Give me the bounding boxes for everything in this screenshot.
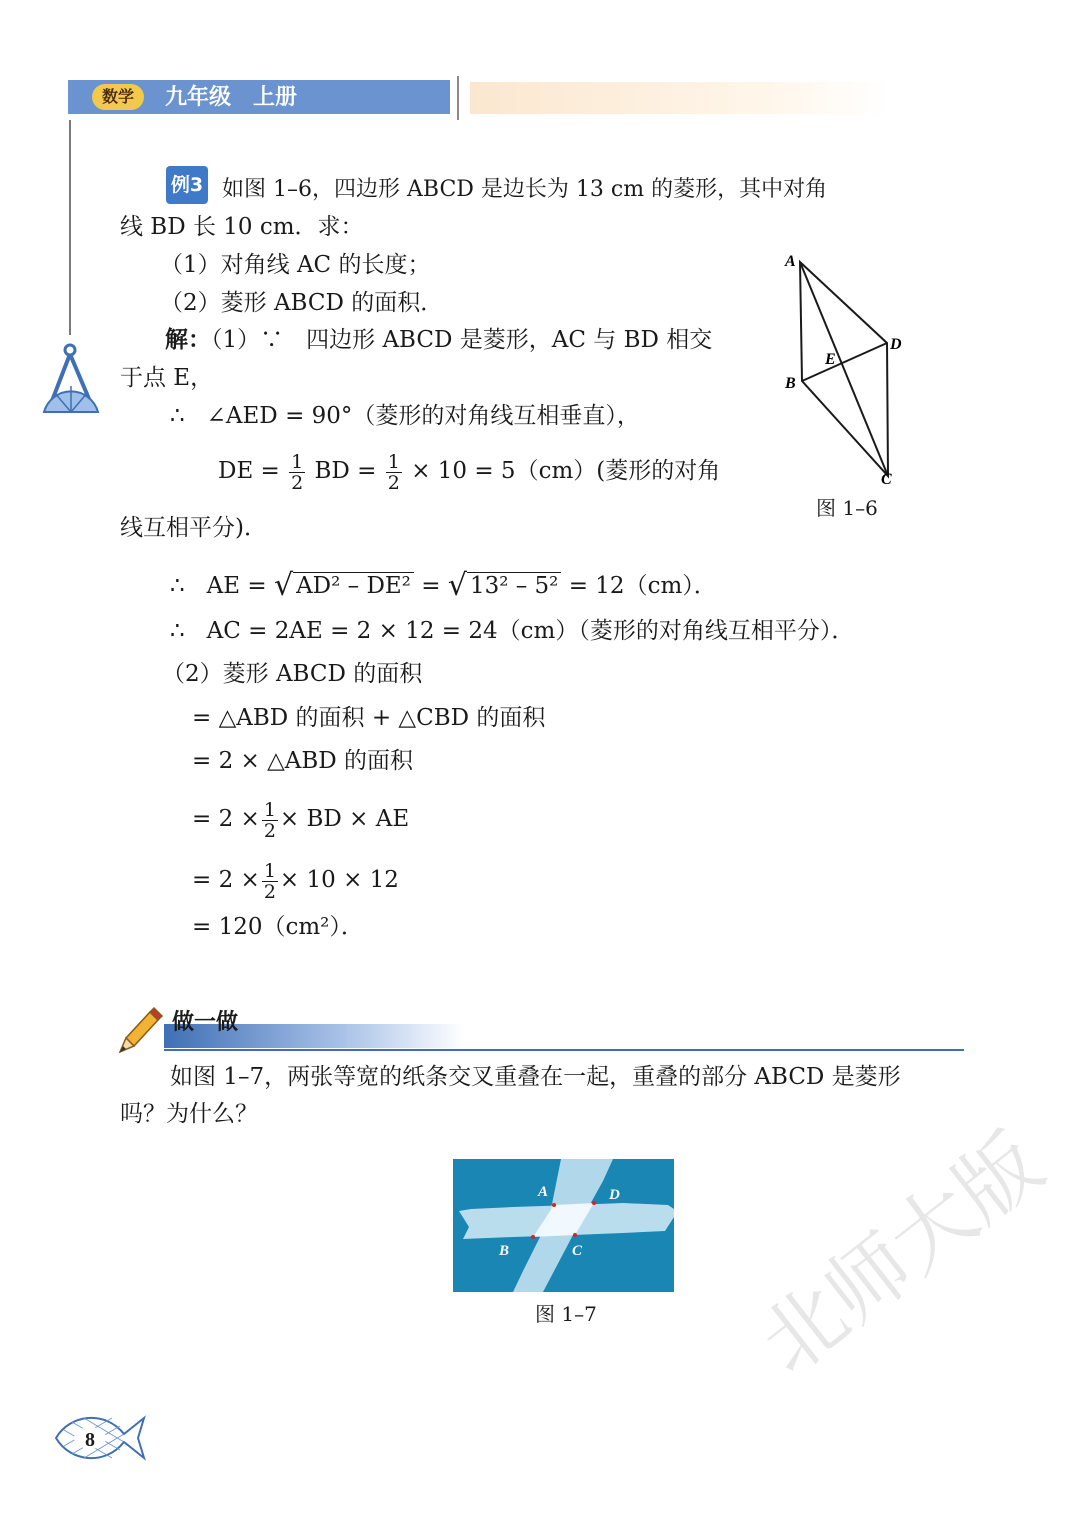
- radical-2: 13² – 5²: [467, 572, 561, 599]
- example-statement-2: 线 BD 长 10 cm．求：: [120, 214, 364, 240]
- step-angle-text: ∠AED = 90°（菱形的对角线互相垂直），: [206, 403, 640, 429]
- fraction-half: $\frac{1}{2}$: [291, 450, 304, 494]
- activity-line-1: 如图 1–7，两张等宽的纸条交叉重叠在一起，重叠的部分 ABCD 是菱形: [170, 1064, 901, 1090]
- step-ae: ∴ AE = √ AD² – DE² = √ 13² – 5² = 12（cm）．: [170, 568, 717, 603]
- diagonal-ac: [800, 262, 888, 476]
- solution-line-2: 于点 E，: [120, 365, 214, 391]
- example-tag-label: 例3: [170, 174, 204, 196]
- radical-1: AD² – DE²: [293, 572, 414, 599]
- fraction-half: $\frac{1}{2}$: [263, 798, 276, 842]
- activity-line-2: 吗？为什么？: [120, 1101, 258, 1127]
- step-de-continued: 线互相平分)．: [120, 515, 267, 541]
- watermark: 北师大版: [743, 1115, 1061, 1393]
- step-de: DE = $\frac{1}{2}$ BD = $\frac{1}{2}$ × 10 = 5（cm）(菱形的对角: [218, 450, 721, 494]
- label-a: A: [785, 253, 796, 270]
- activity-title: 做一做: [172, 1010, 239, 1035]
- part2-heading: （2）菱形 ABCD 的面积: [162, 661, 423, 687]
- part2-line-4: = 2 × $\frac{1}{2}$ × 10 × 12: [192, 859, 399, 903]
- label-d: D: [890, 336, 902, 353]
- label-c: C: [881, 471, 892, 488]
- margin-rule: [69, 120, 71, 335]
- question-2: （2）菱形 ABCD 的面积．: [160, 290, 444, 316]
- page-number: 8: [85, 1429, 95, 1451]
- point-b: [531, 1235, 535, 1239]
- part2-line-2: = 2 × △ABD 的面积: [192, 748, 414, 774]
- header-gradient-band: [470, 82, 890, 114]
- figure-1-6-caption: 图 1–6: [816, 496, 878, 520]
- fraction-half: $\frac{1}{2}$: [387, 450, 400, 494]
- subject-badge: [92, 84, 144, 110]
- step-ac: ∴ AC = 2AE = 2 × 12 = 24（cm）（菱形的对角线互相平分）．: [170, 618, 855, 644]
- point-a: [552, 1203, 556, 1207]
- figure-1-7-caption: 图 1–7: [535, 1302, 597, 1326]
- figure-1-6: [775, 248, 915, 498]
- fig17-label-a: A: [538, 1184, 549, 1200]
- activity-title-underline: [164, 1049, 964, 1051]
- point-d: [592, 1201, 596, 1205]
- example-tag: [166, 166, 208, 204]
- therefore-symbol: ∴: [170, 403, 185, 429]
- subject-badge-label: 数学: [101, 87, 134, 106]
- part2-line-5: = 120（cm²）．: [192, 914, 364, 940]
- diagonal-bd: [802, 343, 887, 381]
- label-e: E: [825, 351, 836, 368]
- part2-line-3: = 2 × $\frac{1}{2}$ × BD × AE: [192, 798, 410, 842]
- point-c: [573, 1233, 577, 1237]
- label-b: B: [785, 375, 796, 392]
- pencil-icon: [116, 1004, 164, 1054]
- part2-line-1: = △ABD 的面积 + △CBD 的面积: [192, 705, 546, 731]
- compass-icon: [40, 340, 102, 414]
- solution-head: 解：: [165, 326, 211, 353]
- header-title: 九年级 上册: [165, 85, 298, 110]
- fig17-label-c: C: [572, 1243, 583, 1259]
- solution-text-1: （1）∵ 四边形 ABCD 是菱形，AC 与 BD 相交: [211, 327, 713, 353]
- header-divider: [457, 76, 459, 120]
- figure-1-7: [453, 1159, 674, 1292]
- fraction-half: $\frac{1}{2}$: [263, 859, 276, 903]
- step-angle: [170, 401, 640, 431]
- question-1: （1）对角线 AC 的长度；: [160, 252, 431, 278]
- example-statement-1: 如图 1–6，四边形 ABCD 是边长为 13 cm 的菱形，其中对角: [222, 177, 828, 202]
- fig17-label-b: B: [499, 1243, 510, 1259]
- fig17-label-d: D: [609, 1187, 620, 1203]
- solution-line-1: [165, 325, 712, 355]
